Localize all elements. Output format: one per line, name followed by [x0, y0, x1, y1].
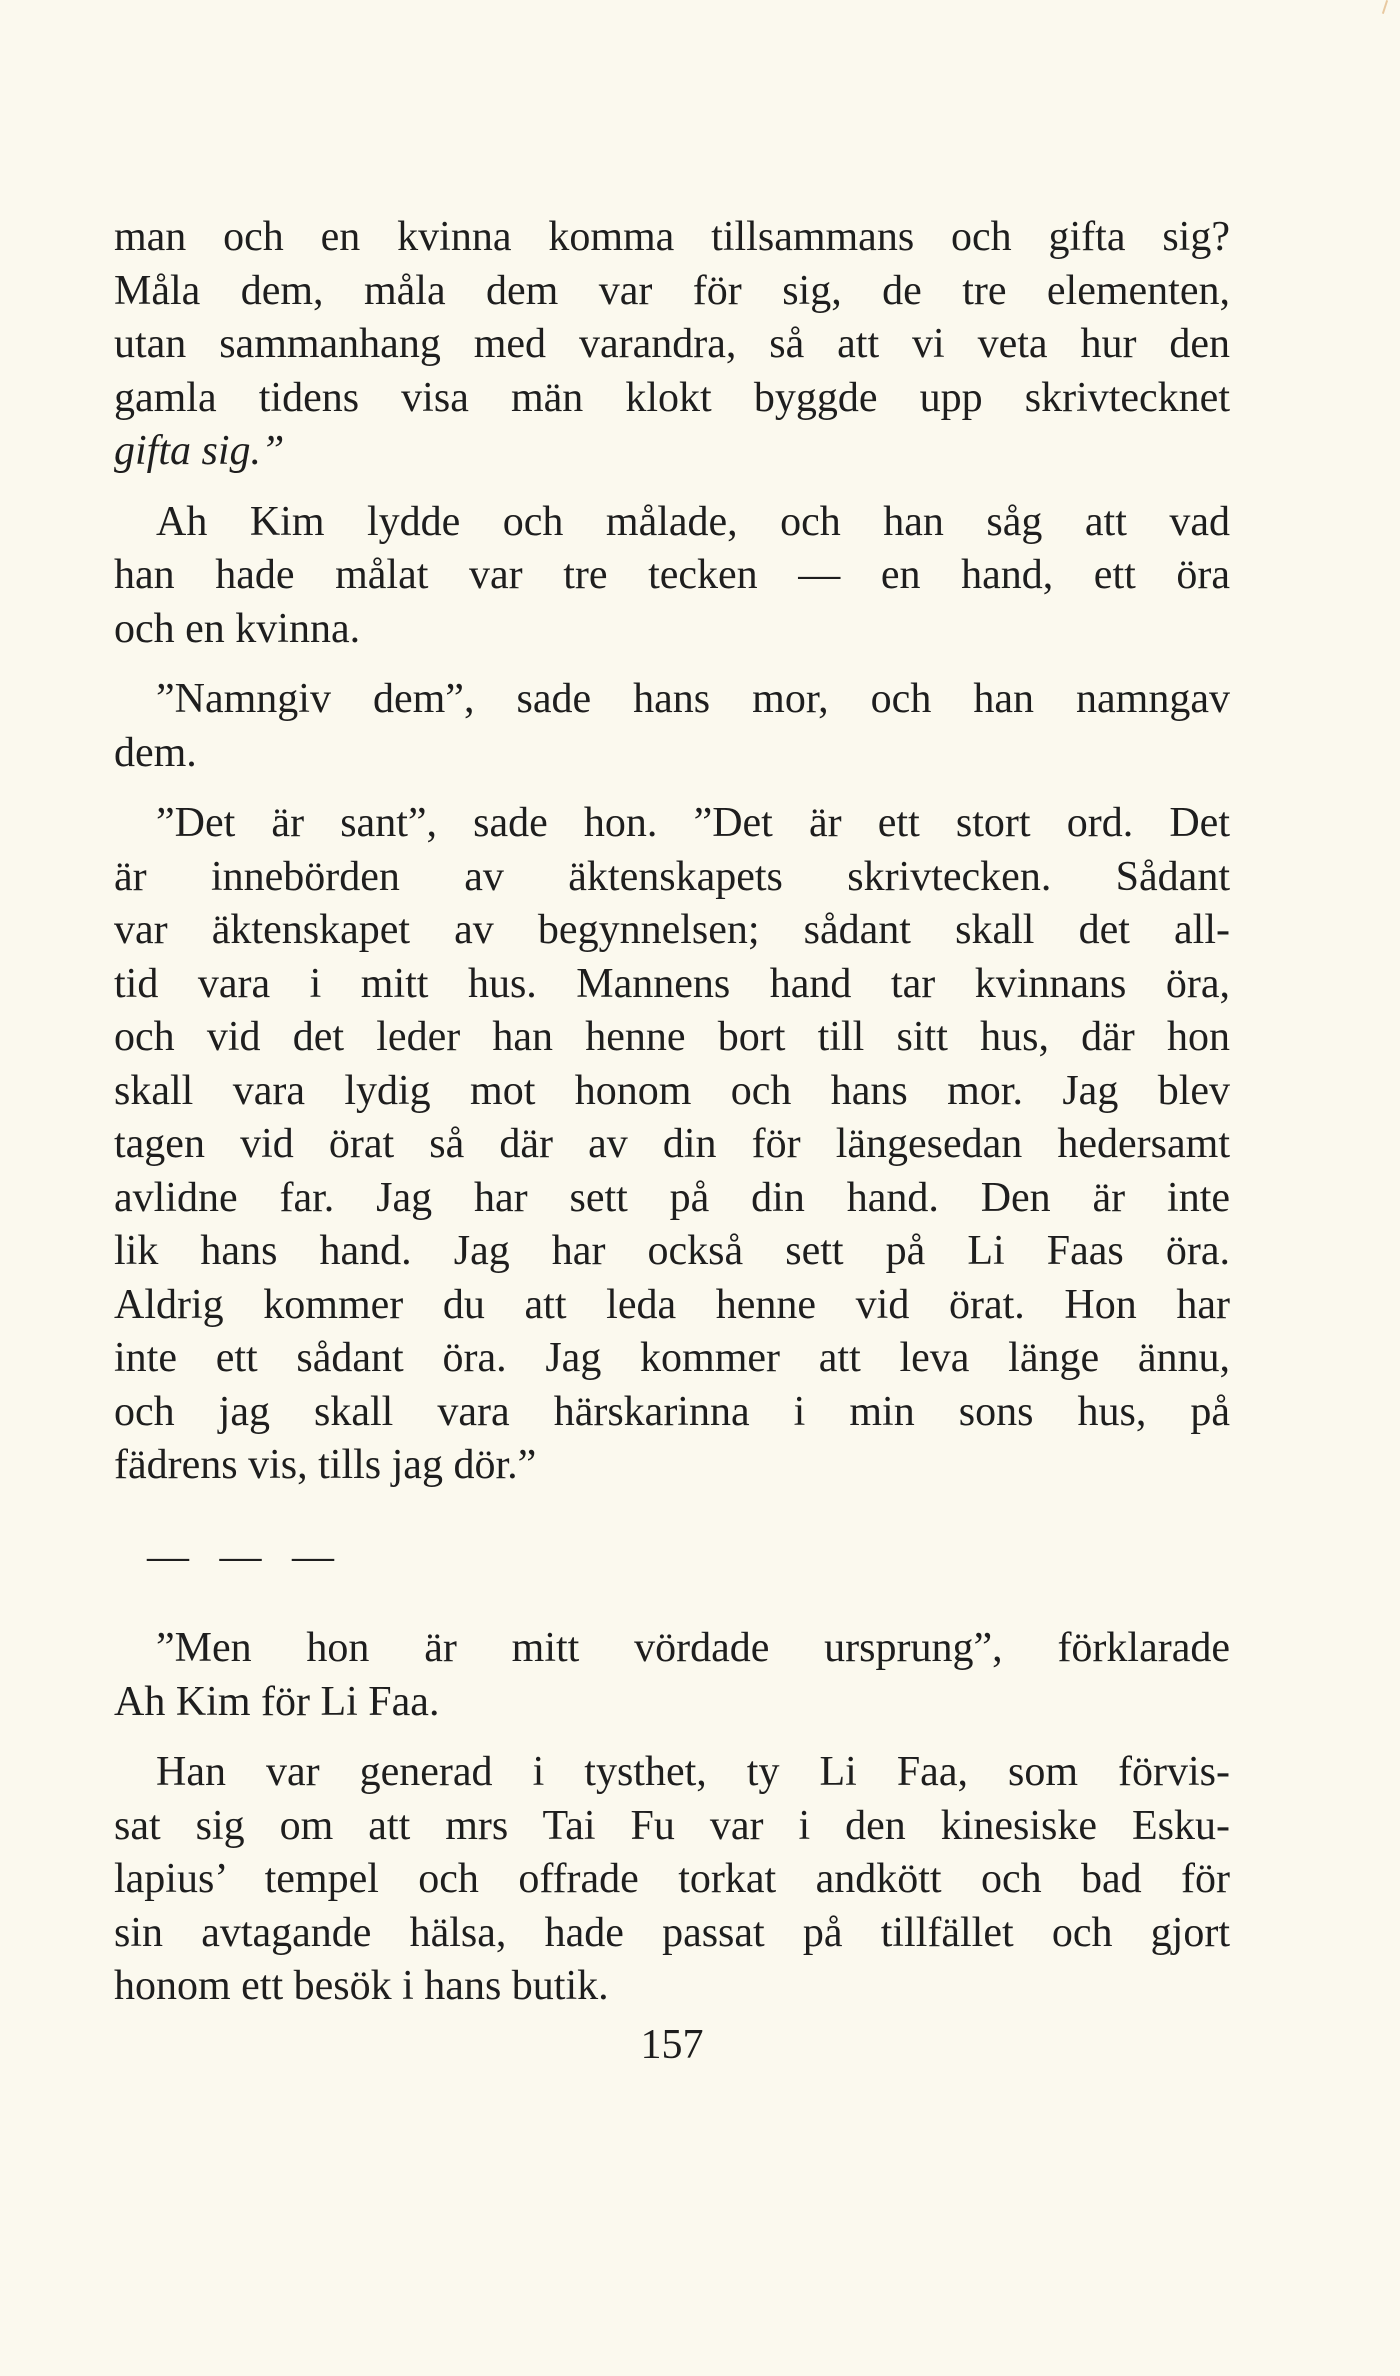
paragraph-5 [114, 1622, 1230, 1729]
text-line: Ah Kim lydde och målade, och han såg att vad [156, 498, 1230, 545]
body-text [114, 211, 1230, 2014]
text-line: han hade målat var tre tecken — en hand, ett öra [114, 552, 1230, 598]
text-line: dem. [114, 729, 197, 776]
text-line: fädrens vis, tills jag dör.” [114, 1442, 537, 1488]
text-line: ”Men hon är mitt vördade ursprung”, förklarade [156, 1625, 1230, 1671]
text-line: avlidne far. Jag har sett på din hand. Den är inte [114, 1174, 1230, 1221]
text-line: utan sammanhang med varandra, så att vi veta hur den [114, 321, 1230, 367]
text-line: var äktenskapet av begynnelsen; sådant skall det all- [114, 907, 1230, 953]
text-line: lapius’ tempel och offrade torkat andkött och bad för [114, 1856, 1230, 1902]
text-line: sat sig om att mrs Tai Fu var i den kinesiske Esku- [114, 1802, 1230, 1849]
text-line: Han var generad i tysthet, ty Li Faa, som förvis- [156, 1749, 1230, 1795]
text-line: tid vara i mitt hus. Mannens hand tar kvinnans öra, [114, 960, 1230, 1007]
paragraph-4 [114, 797, 1230, 1493]
paragraph-3 [114, 673, 1230, 780]
text-line: tagen vid örat så där av din för längesedan hedersamt [114, 1121, 1230, 1167]
text-line: sin avtagande hälsa, hade passat på tillfället och gjort [114, 1909, 1230, 1956]
text-line: skall vara lydig mot honom och hans mor. Jag blev [114, 1067, 1230, 1114]
text-line: gamla tidens visa män klokt byggde upp skrivtecknet [114, 374, 1230, 421]
text-line: Måla dem, måla dem var för sig, de tre elementen, [114, 267, 1230, 314]
text-line: ”Det är sant”, sade hon. ”Det är ett stort ord. Det [156, 800, 1230, 846]
page-edge-mark [1382, 0, 1388, 14]
text-line: gifta sig.” [114, 428, 285, 474]
text-line: lik hans hand. Jag har också sett på Li Faas öra. [114, 1228, 1230, 1274]
page-number: 157 [640, 2022, 704, 2068]
text-line: Ah Kim för Li Faa. [114, 1678, 440, 1725]
paragraph-1 [114, 211, 1230, 479]
text-line: honom ett besök i hans butik. [114, 1963, 609, 2009]
text-line: inte ett sådant öra. Jag kommer att leva länge ännu, [114, 1335, 1230, 1381]
text-line: Aldrig kommer du att leda henne vid örat. Hon har [114, 1281, 1230, 1328]
text-line: är innebörden av äktenskapets skrivtecken. Sådant [114, 853, 1230, 900]
text-line: och vid det leder han henne bort till sitt hus, där hon [114, 1014, 1230, 1060]
text-line: och en kvinna. [114, 605, 361, 652]
section-separator: — — — [147, 1533, 344, 1580]
text-line: och jag skall vara härskarinna i min sons hus, på [114, 1388, 1230, 1435]
text-line: ”Namngiv dem”, sade hans mor, och han namngav [156, 676, 1230, 722]
text-line: man och en kvinna komma tillsammans och gifta sig? [114, 214, 1230, 260]
paragraph-2 [114, 496, 1230, 657]
paragraph-6 [114, 1746, 1230, 2014]
